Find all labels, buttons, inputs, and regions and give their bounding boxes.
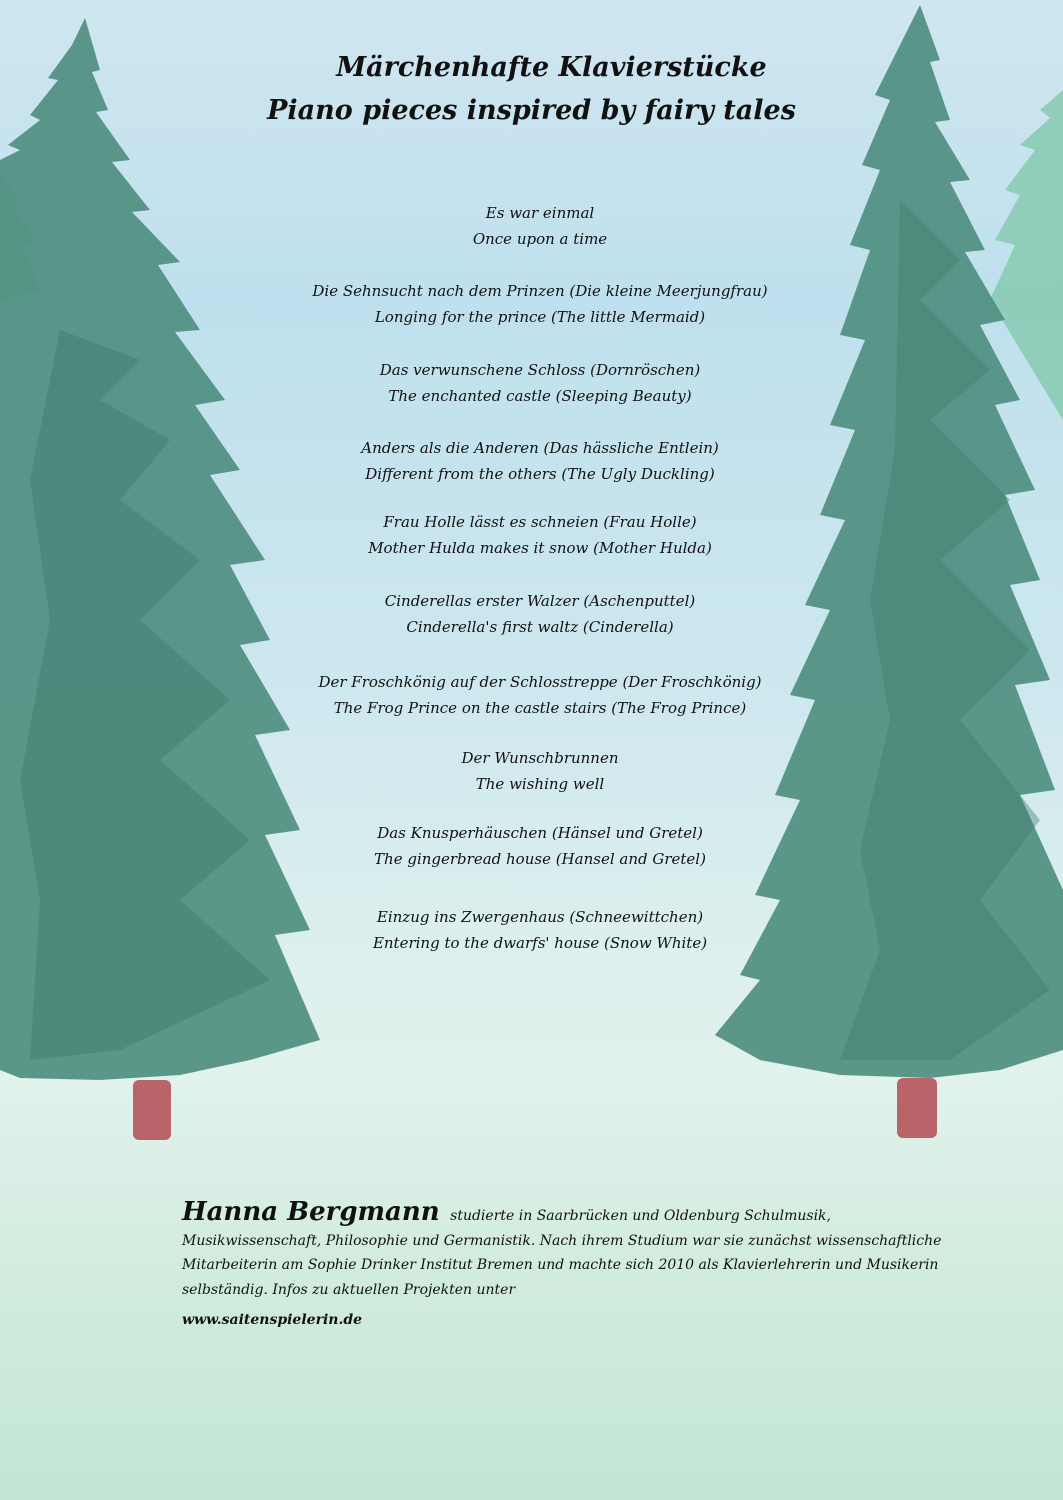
piece-title-german: Es war einmal bbox=[485, 204, 595, 222]
right-tree-trunk bbox=[897, 1078, 937, 1138]
piece-title-english: Mother Hulda makes it snow (Mother Hulda) bbox=[368, 539, 712, 557]
piece-title-english: Longing for the prince (The little Mermaid) bbox=[374, 308, 706, 326]
piece-title-german: Frau Holle lässt es schneien (Frau Holle) bbox=[383, 513, 697, 531]
list-item bbox=[260, 745, 820, 797]
list-item bbox=[260, 200, 820, 252]
piece-title-german: Anders als die Anderen (Das hässliche Entlein) bbox=[361, 439, 719, 457]
piece-title-english: Cinderella's first waltz (Cinderella) bbox=[406, 618, 674, 636]
piece-title-english: Once upon a time bbox=[472, 230, 608, 248]
title-german: Märchenhafte Klavierstücke bbox=[336, 52, 767, 83]
piece-title-english: The wishing well bbox=[475, 775, 605, 793]
list-item bbox=[260, 278, 820, 330]
list-item bbox=[260, 509, 820, 561]
list-item bbox=[260, 357, 820, 409]
piece-title-english: The Frog Prince on the castle stairs (The Frog Prince) bbox=[333, 699, 747, 717]
piece-title-english: Entering to the dwarfs' house (Snow White) bbox=[372, 934, 708, 952]
website-link[interactable]: www.saitenspielerin.de bbox=[182, 1312, 363, 1328]
list-item bbox=[260, 435, 820, 487]
piece-title-german: Das Knusperhäuschen (Hänsel und Gretel) bbox=[377, 824, 703, 842]
piece-title-german: Die Sehnsucht nach dem Prinzen (Die kleine Meerjungfrau) bbox=[312, 282, 768, 300]
title-english: Piano pieces inspired by fairy tales bbox=[267, 95, 796, 126]
piece-title-german: Der Wunschbrunnen bbox=[461, 749, 619, 767]
list-item bbox=[260, 820, 820, 872]
left-tree-trunk bbox=[133, 1080, 171, 1140]
piece-title-german: Cinderellas erster Walzer (Aschenputtel) bbox=[384, 592, 696, 610]
author-bio-text: studierte in Saarbrücken und Oldenburg Schulmusik, Musikwissenschaft, Philosophie und Germanistik. Nach ihrem Studium war sie zunächst wissenschaftliche Mitarbeiterin am Sophie Drinker Institut Bremen und machte sich 2010 als Klavierlehrerin und Musikerin selbständig. Infos zu aktuellen Projekten unter bbox=[182, 1208, 942, 1298]
piece-title-english: Different from the others (The Ugly Duckling) bbox=[365, 465, 715, 483]
piece-title-german: Der Froschkönig auf der Schlosstreppe (Der Froschkönig) bbox=[318, 673, 762, 691]
author-bio bbox=[182, 1197, 942, 1333]
list-item bbox=[260, 669, 820, 721]
piece-title-german: Das verwunschene Schloss (Dornröschen) bbox=[379, 361, 701, 379]
piece-title-german: Einzug ins Zwergenhaus (Schneewittchen) bbox=[376, 908, 704, 926]
author-name: Hanna Bergmann bbox=[182, 1197, 440, 1227]
list-item bbox=[260, 588, 820, 640]
list-item bbox=[260, 904, 820, 956]
piece-title-english: The enchanted castle (Sleeping Beauty) bbox=[388, 387, 692, 405]
piece-title-english: The gingerbread house (Hansel and Gretel) bbox=[374, 850, 706, 868]
